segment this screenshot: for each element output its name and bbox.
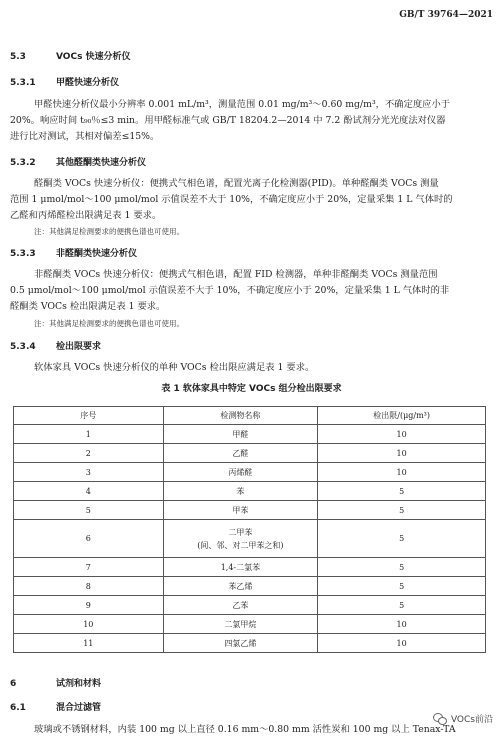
row-number: 2 [14,444,164,463]
substance-name-line2: (间、邻、对二甲苯之和) [197,540,284,550]
row-number: 6 [14,520,164,558]
heading-5-3 [10,49,131,62]
text-line: 乙醛和丙烯醛检出限满足表 1 要求。 [10,210,162,221]
table-header-row [14,407,486,425]
detection-limit: 5 [318,577,486,596]
detection-limit: 5 [318,596,486,615]
text-line: 醛酮类 VOCs 快速分析仪：便携式气相色谱，配置光离子化检测器(PID)。单种醛酮类 VOCs 测量 [34,178,439,189]
paragraph-5-3-4 [10,360,486,376]
substance-name: 乙苯 [163,596,318,615]
heading-5-3-3 [10,246,137,259]
wechat-icon [433,713,447,725]
detection-limit: 5 [318,520,486,558]
heading-number: 6.1 [10,703,26,713]
watermark-text: VOCs前沿 [450,715,493,725]
text-line: 醛酮类 VOCs 检出限满足表 1 要求。 [10,301,166,312]
paragraph-5-3-2 [10,176,486,224]
table-row [14,444,486,463]
note-5-3-2: 注：其他满足检测要求的便携色谱也可使用。 [34,227,184,236]
paragraph-5-3-1 [10,97,486,145]
detection-limit: 5 [318,501,486,520]
text-line: 软体家具 VOCs 快速分析仪的单种 VOCs 检出限应满足表 1 要求。 [34,362,315,373]
text-line: 范围 1 μmol/mol～100 μmol/mol 示值误差不大于 10%，不确定度应小于 20%，定量采集 1 L 气体时的 [10,194,453,205]
row-number: 8 [14,577,164,596]
table-row [14,425,486,444]
table-row [14,558,486,577]
substance-name: 甲苯 [163,501,318,520]
table-row [14,482,486,501]
substance-name [163,520,318,558]
paragraph-5-3-3 [10,267,486,315]
heading-5-3-1 [10,75,119,88]
substance-name-line1: 二甲苯 [228,527,253,537]
text-line: 20%。响应时间 t₉₀％≤3 min。用甲醛标准气或 GB/T 18204.2—2014 中 7.2 酚试剂分光光度法对仪器 [10,115,446,126]
row-number: 7 [14,558,164,577]
header-cell: 检出限/(μg/m³) [318,407,486,425]
heading-title: 非醛酮类快速分析仪 [56,249,138,259]
heading-6 [10,676,101,689]
substance-name: 苯乙烯 [163,577,318,596]
detection-limit: 10 [318,425,486,444]
substance-name: 四氯乙烯 [163,634,318,653]
heading-5-3-4 [10,339,101,352]
detection-limit: 10 [318,444,486,463]
paragraph-6-1 [10,722,486,738]
table-row [14,634,486,653]
detection-limit-table [13,406,486,653]
table-row [14,501,486,520]
substance-name: 二氯甲烷 [163,615,318,634]
detection-limit: 5 [318,558,486,577]
substance-name: 乙醛 [163,444,318,463]
header-cell: 检测物名称 [163,407,318,425]
heading-number: 6 [10,679,17,689]
row-number: 10 [14,615,164,634]
row-number: 11 [14,634,164,653]
table-row [14,463,486,482]
substance-name: 甲醛 [163,425,318,444]
row-number: 4 [14,482,164,501]
detection-limit: 10 [318,615,486,634]
note-5-3-3: 注：其他满足检测要求的便携色谱也可使用。 [34,319,184,328]
heading-title: VOCs 快速分析仪 [56,52,131,62]
substance-name: 1,4-二氯苯 [163,558,318,577]
heading-number: 5.3.2 [10,158,36,168]
table-row [14,596,486,615]
text-line: 玻璃或不锈钢材料，内装 100 mg 以上直径 0.16 mm～0.80 mm 活性炭和 100 mg 以上 Tenax-TA [34,724,456,735]
heading-number: 5.3.3 [10,249,36,259]
heading-title: 检出限要求 [56,342,102,352]
table-row [14,520,486,558]
standard-number: GB/T 39764—2021 [399,10,493,20]
watermark [433,712,493,725]
row-number: 5 [14,501,164,520]
heading-title: 其他醛酮类快速分析仪 [56,158,147,168]
table-row [14,577,486,596]
text-line: 非醛酮类 VOCs 快速分析仪：便携式气相色谱，配置 FID 检测器，单种非醛酮类 VOCs 测量范围 [34,269,438,280]
substance-name: 丙烯醛 [163,463,318,482]
heading-5-3-2 [10,155,146,168]
detection-limit: 5 [318,482,486,501]
detection-limit: 10 [318,634,486,653]
header-cell: 序号 [14,407,164,425]
heading-number: 5.3.1 [10,78,36,88]
row-number: 3 [14,463,164,482]
heading-number: 5.3.4 [10,342,36,352]
text-line: 甲醛快速分析仪最小分辨率 0.001 mL/m³，测量范围 0.01 mg/m³～0.60 mg/m³，不确定度应小于 [34,99,451,110]
row-number: 1 [14,425,164,444]
heading-number: 5.3 [10,52,26,62]
row-number: 9 [14,596,164,615]
table-row [14,615,486,634]
table-title: 表 1 软体家具中特定 VOCs 组分检出限要求 [161,384,342,394]
heading-6-1 [10,700,101,713]
heading-title: 试剂和材料 [56,679,102,689]
text-line: 进行比对测试，其相对偏差≤15%。 [10,131,160,142]
text-line: 0.5 μmol/mol～100 μmol/mol 示值误差不大于 10%，不确定度应小于 20%，定量采集 1 L 气体时的非 [10,285,450,296]
heading-title: 混合过滤管 [56,703,102,713]
heading-title: 甲醛快速分析仪 [56,78,120,88]
substance-name: 苯 [163,482,318,501]
detection-limit: 10 [318,463,486,482]
